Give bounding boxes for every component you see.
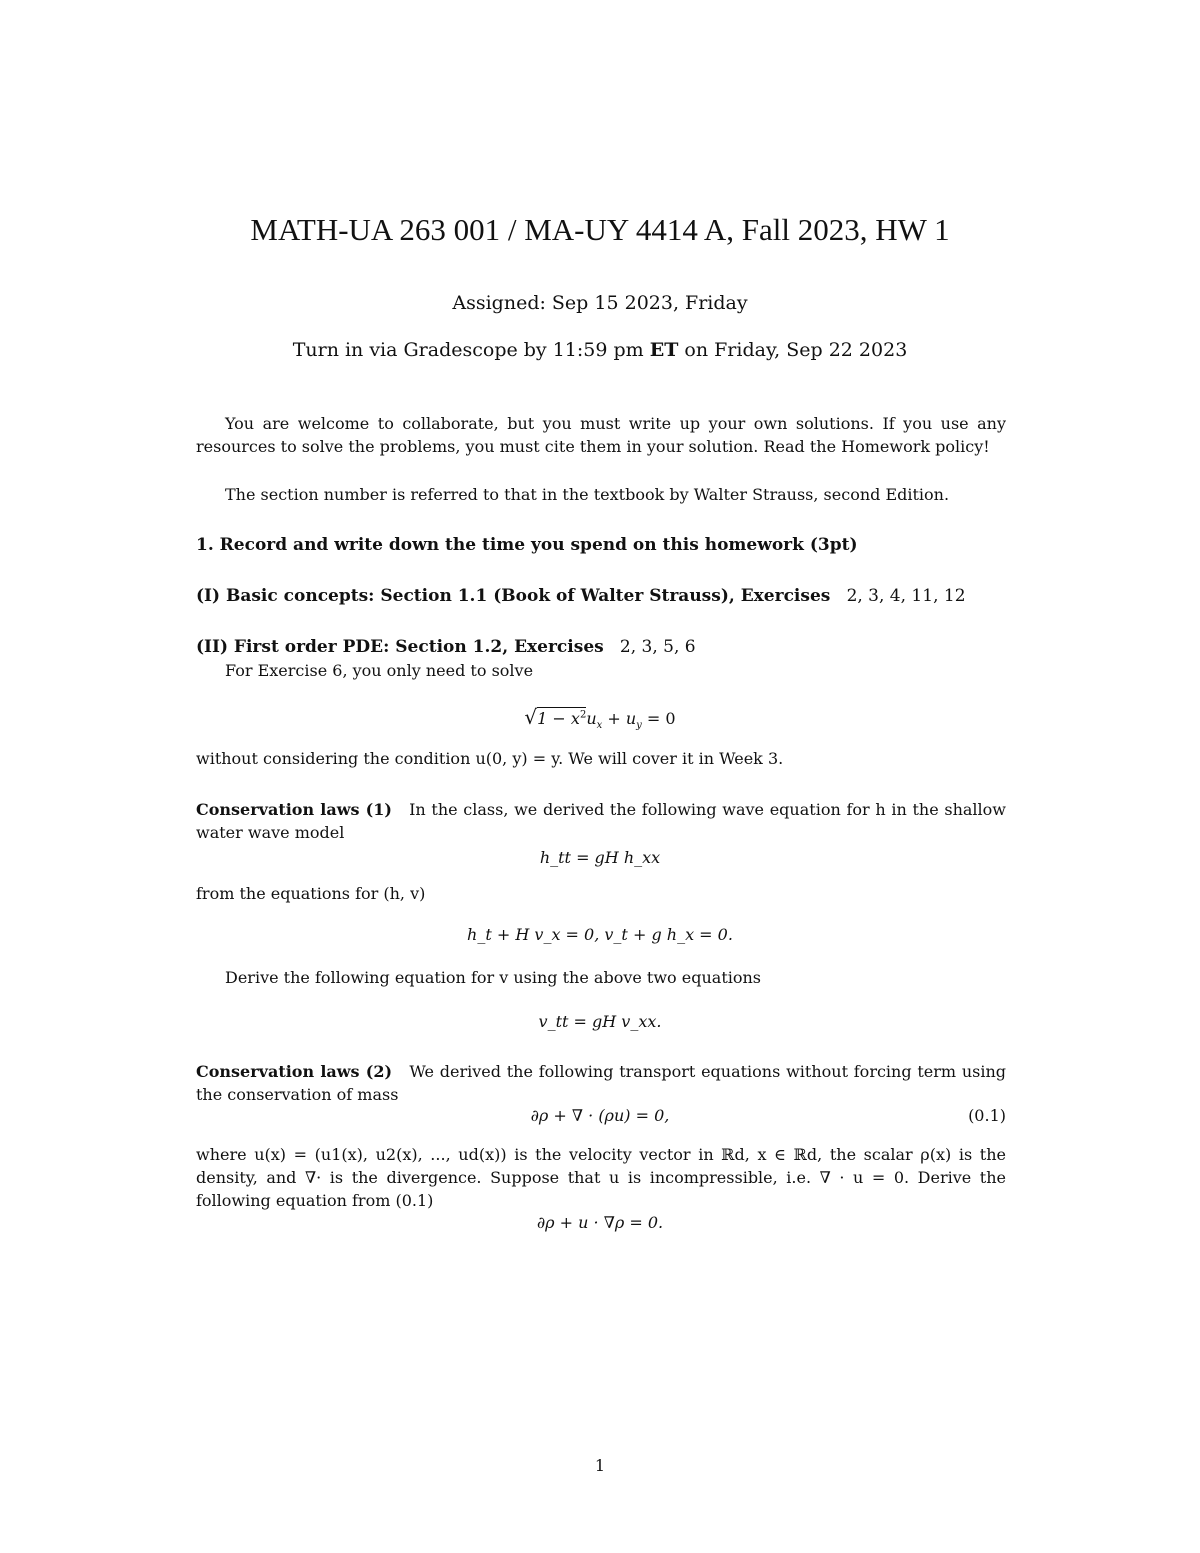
- item-2: [196, 585, 1006, 608]
- cons2-heading: Conservation laws (2): [196, 1062, 393, 1081]
- turn-in-prefix: Turn in via Gradescope by 11:59 pm: [292, 339, 644, 361]
- cons1-paragraph: [196, 798, 1006, 844]
- cons2-where: where u(x) = (u1(x), u2(x), ..., ud(x)) is the velocity vector in ℝd, x ∈ ℝd, the scalar ρ(x) is the density, and ∇· is the divergence. Suppose that u is incompressible, i.e. ∇ · u = 0. Derive the following equation from (0.1): [196, 1145, 1007, 1210]
- cons1-derive: Derive the following equation for v using the above two equations: [225, 968, 762, 987]
- item-3-exercises: 2, 3, 5, 6: [619, 637, 696, 657]
- item-2-exercises: 2, 3, 4, 11, 12: [846, 586, 966, 606]
- cons2-eq2: ∂ρ + u · ∇ρ = 0.: [536, 1213, 664, 1232]
- cons1-eq1: h_tt = gH h_xx: [539, 848, 661, 867]
- page-title: MATH-UA 263 001 / MA-UY 4414 A, Fall 2023, HW 1: [250, 212, 950, 247]
- cons1-heading: Conservation laws (1): [196, 800, 392, 819]
- intro-paragraph-2: The section number is referred to that in the textbook by Walter Strauss, second Edition.: [225, 485, 950, 504]
- sqrt-equation: $√1 - x^2u_x + u_y = 0$: [524, 705, 676, 732]
- cons2-eq1-number: (0.1): [968, 1106, 1006, 1125]
- turn-in-line: [0, 339, 1200, 361]
- turn-in-suffix: on Friday, Sep 22 2023: [684, 339, 908, 361]
- assigned-date: Assigned: Sep 15 2023, Friday: [452, 292, 748, 314]
- cons1-from: from the equations for (h, v): [196, 884, 426, 903]
- item-3: [196, 636, 1006, 659]
- item-2-heading: (I) Basic concepts: Section 1.1 (Book of Walter Strauss), Exercises: [196, 586, 831, 606]
- cons1-text: In the class, we derived the following wave equation for h in the shallow water wave model: [196, 800, 1006, 842]
- page-number: 1: [594, 1456, 606, 1475]
- cons1-eq3: v_tt = gH v_xx.: [538, 1012, 662, 1031]
- cons2-text: We derived the following transport equations without forcing term using the conservation of mass: [196, 1062, 1007, 1104]
- turn-in-et: ET: [649, 339, 679, 361]
- item-3-note: For Exercise 6, you only need to solve: [225, 661, 534, 680]
- item-3-heading: (II) First order PDE: Section 1.2, Exercises: [196, 637, 604, 657]
- cons2-paragraph: [196, 1060, 1006, 1106]
- cons2-eq1: ∂ρ + ∇ · (ρu) = 0,: [530, 1106, 670, 1125]
- item-1: 1. Record and write down the time you spend on this homework (3pt): [196, 535, 858, 555]
- item-3-after: without considering the condition u(0, y) = y. We will cover it in Week 3.: [196, 749, 784, 768]
- cons1-eq2: h_t + H v_x = 0, v_t + g h_x = 0.: [467, 925, 733, 944]
- intro-paragraph-1: You are welcome to collaborate, but you must write up your own solutions. If you use any resources to solve the problems, you must cite them in your solution. Read the Homework policy!: [196, 414, 1006, 456]
